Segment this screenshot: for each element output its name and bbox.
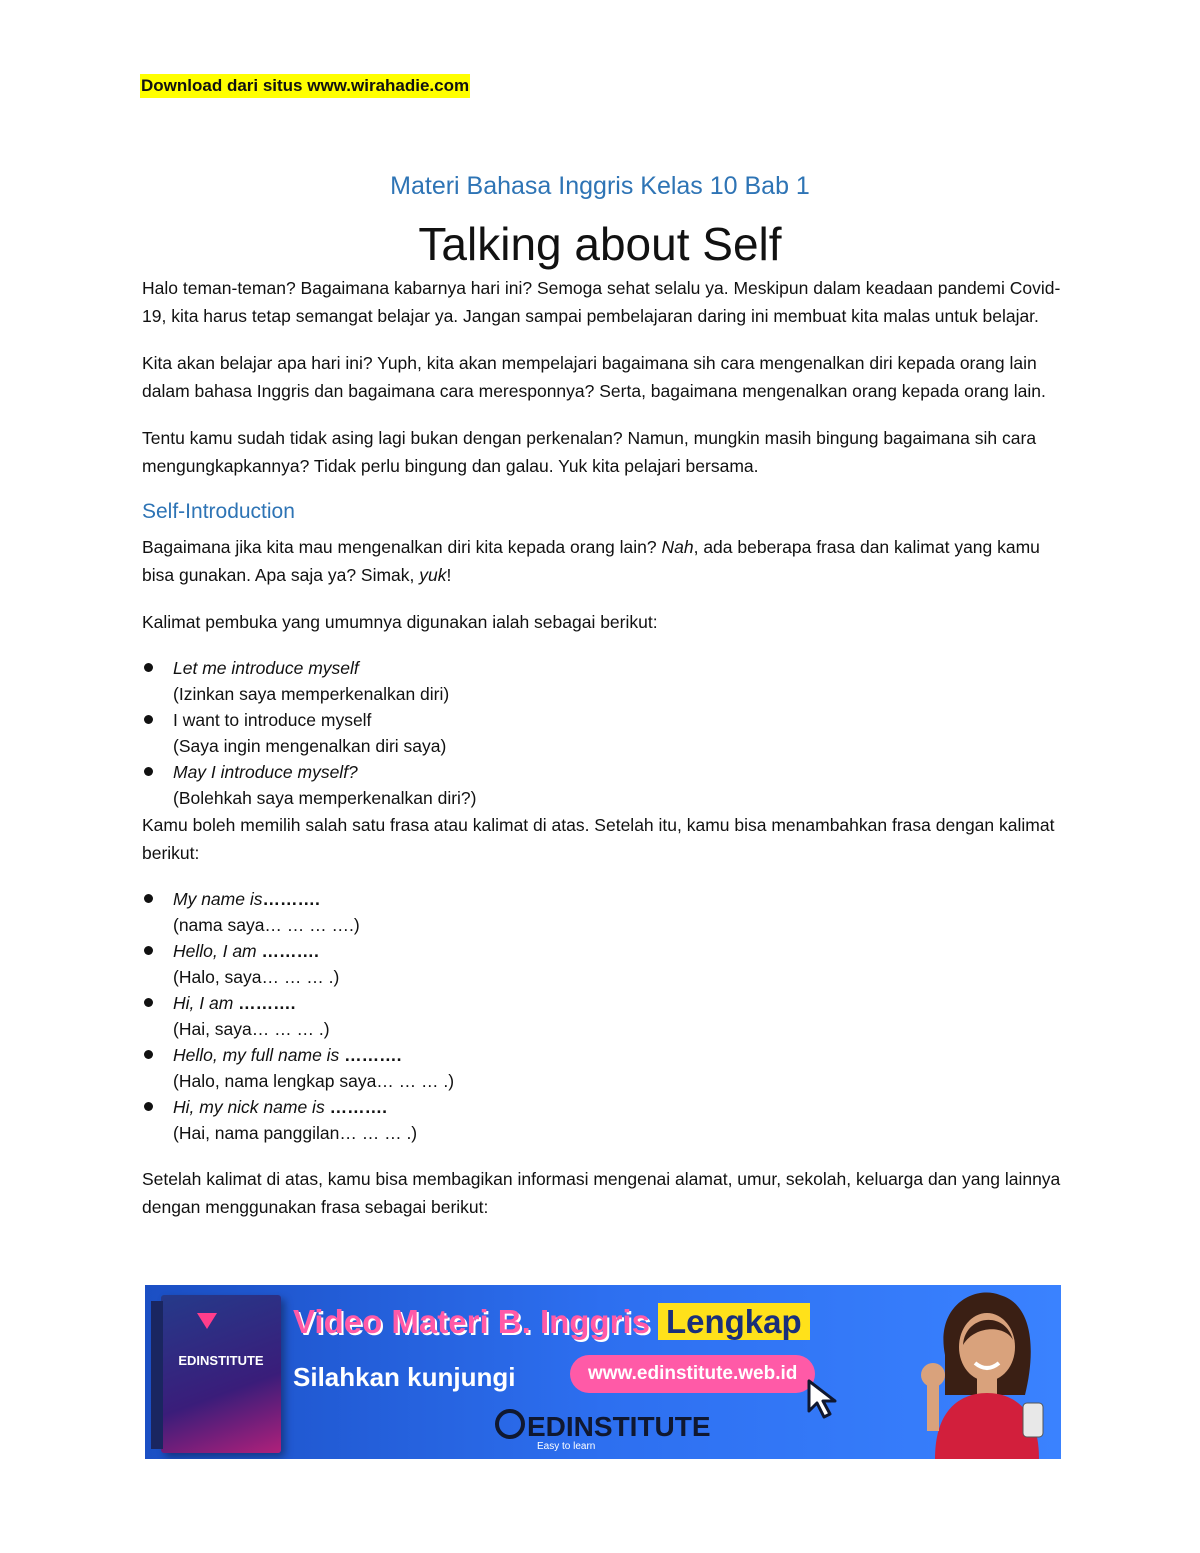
list-item: [142, 938, 1062, 990]
bullet-icon: [144, 1050, 153, 1059]
document-subtitle: Materi Bahasa Inggris Kelas 10 Bab 1: [390, 172, 810, 200]
phrase-id: (Izinkan saya memperkenalkan diri): [173, 684, 450, 704]
banner-subtitle: Silahkan kunjungi: [293, 1362, 516, 1392]
section-paragraph-1: [142, 533, 1062, 589]
section-heading: Self-Introduction: [142, 500, 295, 523]
product-box-side: [151, 1301, 163, 1449]
text-run: !: [446, 565, 452, 585]
list-item: [142, 655, 1062, 707]
bullet-icon: [144, 946, 153, 955]
phrase-id: (Saya ingin mengenalkan diri saya): [173, 736, 447, 756]
name-list: [142, 886, 1062, 1146]
phrase-id: (Halo, nama lengkap saya… … … .): [173, 1071, 455, 1091]
promo-banner[interactable]: [145, 1285, 1061, 1459]
phrase-en: Hello, I am: [173, 941, 262, 961]
list-item: [142, 707, 1062, 759]
banner-logo: [495, 1409, 711, 1443]
document-body: [142, 274, 1062, 1240]
intro-paragraph-2: Kita akan belajar apa hari ini? Yuph, kita akan mempelajari bagaimana sih cara mengenalkan diri kepada orang lain dalam bahasa Inggris dan bagaimana cara meresponnya? Serta, bagaimana mengenalkan orang kepada orang lain.: [142, 353, 1046, 401]
triangle-icon: [197, 1313, 217, 1329]
banner-logo-text: EDINSTITUTE: [527, 1411, 711, 1442]
phrase-en: May I introduce myself?: [173, 762, 358, 782]
phrase-en: My name is: [173, 889, 263, 909]
product-box-image: [161, 1295, 281, 1453]
banner-title-text: Video Materi B. Inggris: [293, 1303, 650, 1340]
phrase-en: Hello, my full name is: [173, 1045, 345, 1065]
phrase-id: (Hai, saya… … … .): [173, 1019, 330, 1039]
list-item: [142, 1094, 1062, 1146]
section-paragraph-4: Setelah kalimat di atas, kamu bisa membagikan informasi mengenai alamat, umur, sekolah, keluarga dan yang lainnya dengan menggunakan frasa sebagai berikut:: [142, 1169, 1061, 1217]
phrase-dots: ……….: [238, 993, 296, 1013]
phrase-en: Hi, I am: [173, 993, 239, 1013]
phrase-id: (nama saya… … … ….): [173, 915, 360, 935]
text-run: Bagaimana jika kita mau mengenalkan diri kita kepada orang lain?: [142, 537, 662, 557]
list-item: [142, 886, 1062, 938]
phrase-dots: ……….: [261, 941, 319, 961]
list-item: [142, 1042, 1062, 1094]
phrase-en: Let me introduce myself: [173, 658, 359, 678]
text-run-italic: yuk: [419, 565, 447, 585]
product-box-logo: EDINSTITUTE: [178, 1353, 264, 1368]
bullet-icon: [144, 894, 153, 903]
phrase-id: (Hai, nama panggilan… … … .): [173, 1123, 418, 1143]
banner-title: [293, 1303, 810, 1341]
phrase-id: (Bolehkah saya memperkenalkan diri?): [173, 788, 477, 808]
bullet-icon: [144, 1102, 153, 1111]
banner-tagline: Easy to learn: [537, 1441, 596, 1452]
section-paragraph-2: Kalimat pembuka yang umumnya digunakan ialah sebagai berikut:: [142, 612, 658, 632]
headphone-icon: [495, 1409, 525, 1439]
phrase-en: Hi, my nick name is: [173, 1097, 330, 1117]
cursor-arrow-icon: [805, 1377, 845, 1421]
bullet-icon: [144, 998, 153, 1007]
bullet-icon: [144, 767, 153, 776]
section-paragraph-3: Kamu boleh memilih salah satu frasa atau kalimat di atas. Setelah itu, kamu bisa menambahkan frasa dengan kalimat berikut:: [142, 815, 1055, 863]
phrase-dots: ……….: [262, 889, 320, 909]
text-run-italic: Nah: [661, 537, 694, 557]
text-run: , ada beberapa frasa dan kalimat yang kamu bisa gunakan. Apa saja ya? Simak,: [142, 537, 1040, 585]
banner-url-link[interactable]: www.edinstitute.web.id: [570, 1355, 815, 1393]
list-item: [142, 759, 1062, 811]
intro-paragraph-3: Tentu kamu sudah tidak asing lagi bukan dengan perkenalan? Namun, mungkin masih bingung bagaimana sih cara mengungkapkannya? Tidak perlu bingung dan galau. Yuk kita pelajari bersama.: [142, 428, 1037, 476]
phrase-id: (Halo, saya… … … .): [173, 967, 340, 987]
opener-list: [142, 655, 1062, 811]
phrase-dots: ……….: [329, 1097, 387, 1117]
list-item: [142, 990, 1062, 1042]
intro-paragraph-1: Halo teman-teman? Bagaimana kabarnya hari ini? Semoga sehat selalu ya. Meskipun dalam keadaan pandemi Covid-19, kita harus tetap semangat belajar ya. Jangan sampai pembelajaran daring ini membuat kita malas untuk belajar.: [142, 278, 1061, 326]
download-notice: Download dari situs www.wirahadie.com: [140, 74, 470, 98]
bullet-icon: [144, 715, 153, 724]
phrase-dots: ……….: [344, 1045, 402, 1065]
banner-title-highlight: Lengkap: [658, 1303, 810, 1340]
woman-illustration: [905, 1285, 1061, 1459]
phrase-en: I want to introduce myself: [173, 710, 372, 730]
document-title: Talking about Self: [418, 218, 782, 270]
bullet-icon: [144, 663, 153, 672]
